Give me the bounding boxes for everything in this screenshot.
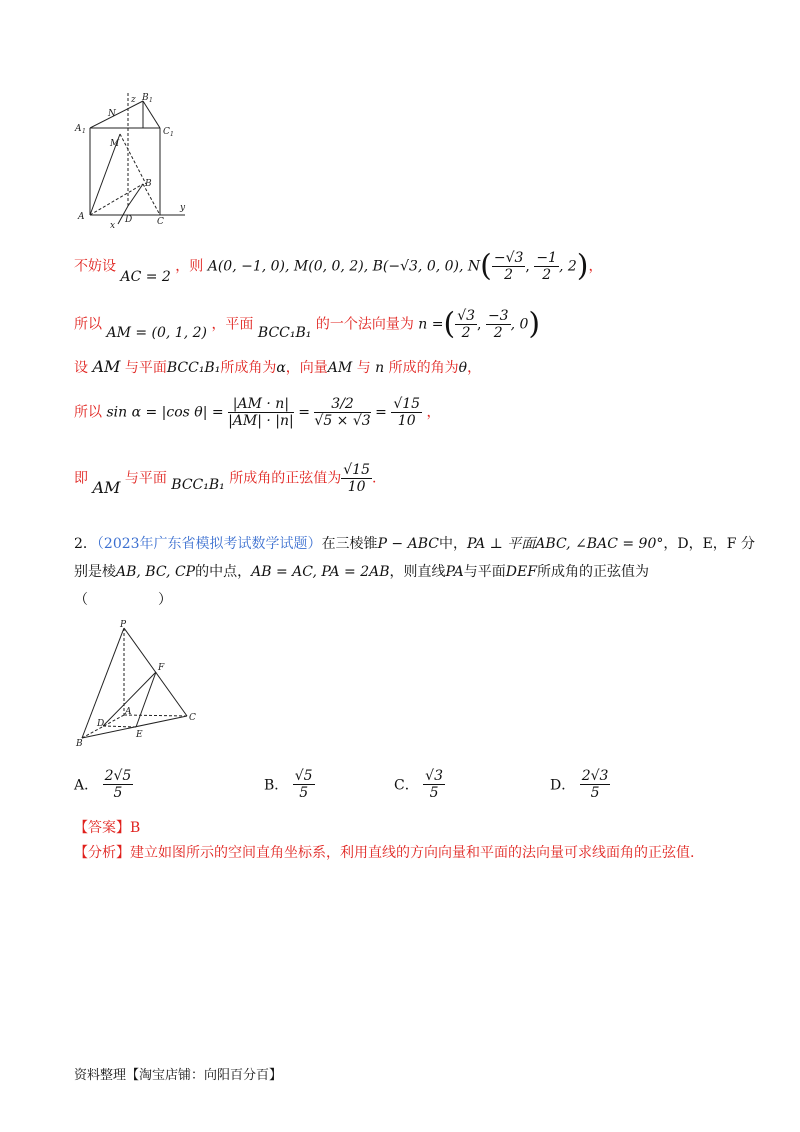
fig1-b1sub: 1: [149, 97, 153, 104]
fig2-f: F: [158, 663, 165, 673]
fig2-b: B: [76, 739, 83, 749]
fig1-a1sub: 1: [82, 128, 86, 135]
fig1-y: y: [180, 203, 186, 213]
fig1-b: B: [145, 179, 152, 189]
fig1-x: x: [110, 221, 116, 231]
question-2-line-2: 别是棱AB, BC, CP的中点，AB = AC, PA = 2AB，则直线PA与平面DEF所成角的正弦值为: [74, 564, 649, 580]
page-footer: 资料整理【淘宝店铺：向阳百分百】: [74, 1068, 283, 1083]
fig1-c1sub: 1: [170, 131, 174, 138]
answer-line: 【答案】B: [74, 820, 141, 836]
fig1-b1: B: [142, 93, 149, 103]
point-coords: A(0, −1, 0), M(0, 0, 2), B(−√3, 0, 0), N: [207, 258, 481, 275]
fig1-a: A: [78, 212, 85, 222]
fig1-d: D: [125, 215, 133, 225]
fig2-c: C: [189, 713, 196, 723]
option-c[interactable]: C． $\frac{√3}{5}$: [394, 768, 443, 801]
solution-line-3: 设 AM 与平面BCC₁B₁所成角为α，向量AM 与 n 所成的角为θ，: [74, 357, 482, 376]
option-a[interactable]: A． $\frac{2√5}{5}$: [74, 768, 132, 801]
fig2-p: P: [120, 620, 127, 630]
solution-line-1: 不妨设 AC = 2 ，则 A(0, −1, 0), M(0, 0, 2), B(−√3, 0, 0), N( $\frac{-√3}{2}$ , $\frac{-1}{2}$ , 2)，: [74, 248, 603, 285]
question-2-line-1: 2．（2023年广东省模拟考试数学试题）在三棱锥P − ABC中，PA ⊥ 平面ABC, ∠BAC = 90°，D，E，F 分: [74, 536, 755, 552]
fig1-n: N: [108, 109, 116, 119]
fig2-a: A: [125, 707, 132, 717]
analysis-line: 【分析】建立如图所示的空间直角坐标系，利用直线的方向向量和平面的法向量可求线面角的正弦值.: [74, 845, 695, 861]
normal-vector: n =: [418, 316, 444, 333]
fig1-m: M: [110, 139, 120, 149]
pyramid-figure: [74, 620, 204, 750]
ac-condition: AC = 2: [120, 268, 171, 285]
question-source: （2023年广东省模拟考试数学试题）: [96, 536, 322, 552]
fig1-c1: C: [163, 127, 170, 137]
fig2-e: E: [136, 730, 143, 740]
fig1-c: C: [157, 217, 164, 227]
answer-blank: （ ）: [74, 592, 172, 608]
solution-line-4: 所以 sin α = |cos θ| = $\frac{|AM \cdot n|}{|AM| \cdot |n|}$ = $\frac{3/2}{√5 \times √3}$ = $\frac{√15}{10}$ ，: [74, 396, 441, 429]
option-b[interactable]: B． $\frac{√5}{5}$: [264, 768, 313, 801]
answer-value: B: [130, 820, 141, 836]
prism-figure: [70, 88, 200, 233]
solution-line-2: 所以 AM = (0, 1, 2) ，平面 BCC₁B₁ 的一个法向量为 n =( $\frac{√3}{2}$ , $\frac{-3}{2}$ , 0): [74, 306, 541, 342]
fig2-d: D: [97, 719, 105, 729]
fig1-a1: A: [75, 124, 82, 134]
am-vector: AM = (0, 1, 2): [106, 324, 207, 341]
fig1-z: z: [131, 95, 136, 105]
solution-line-5: 即 AM 与平面 BCC₁B₁ 所成角的正弦值为 $\frac{√15}{10}$ .: [74, 462, 377, 497]
option-d[interactable]: D． $\frac{2√3}{5}$: [550, 768, 609, 801]
